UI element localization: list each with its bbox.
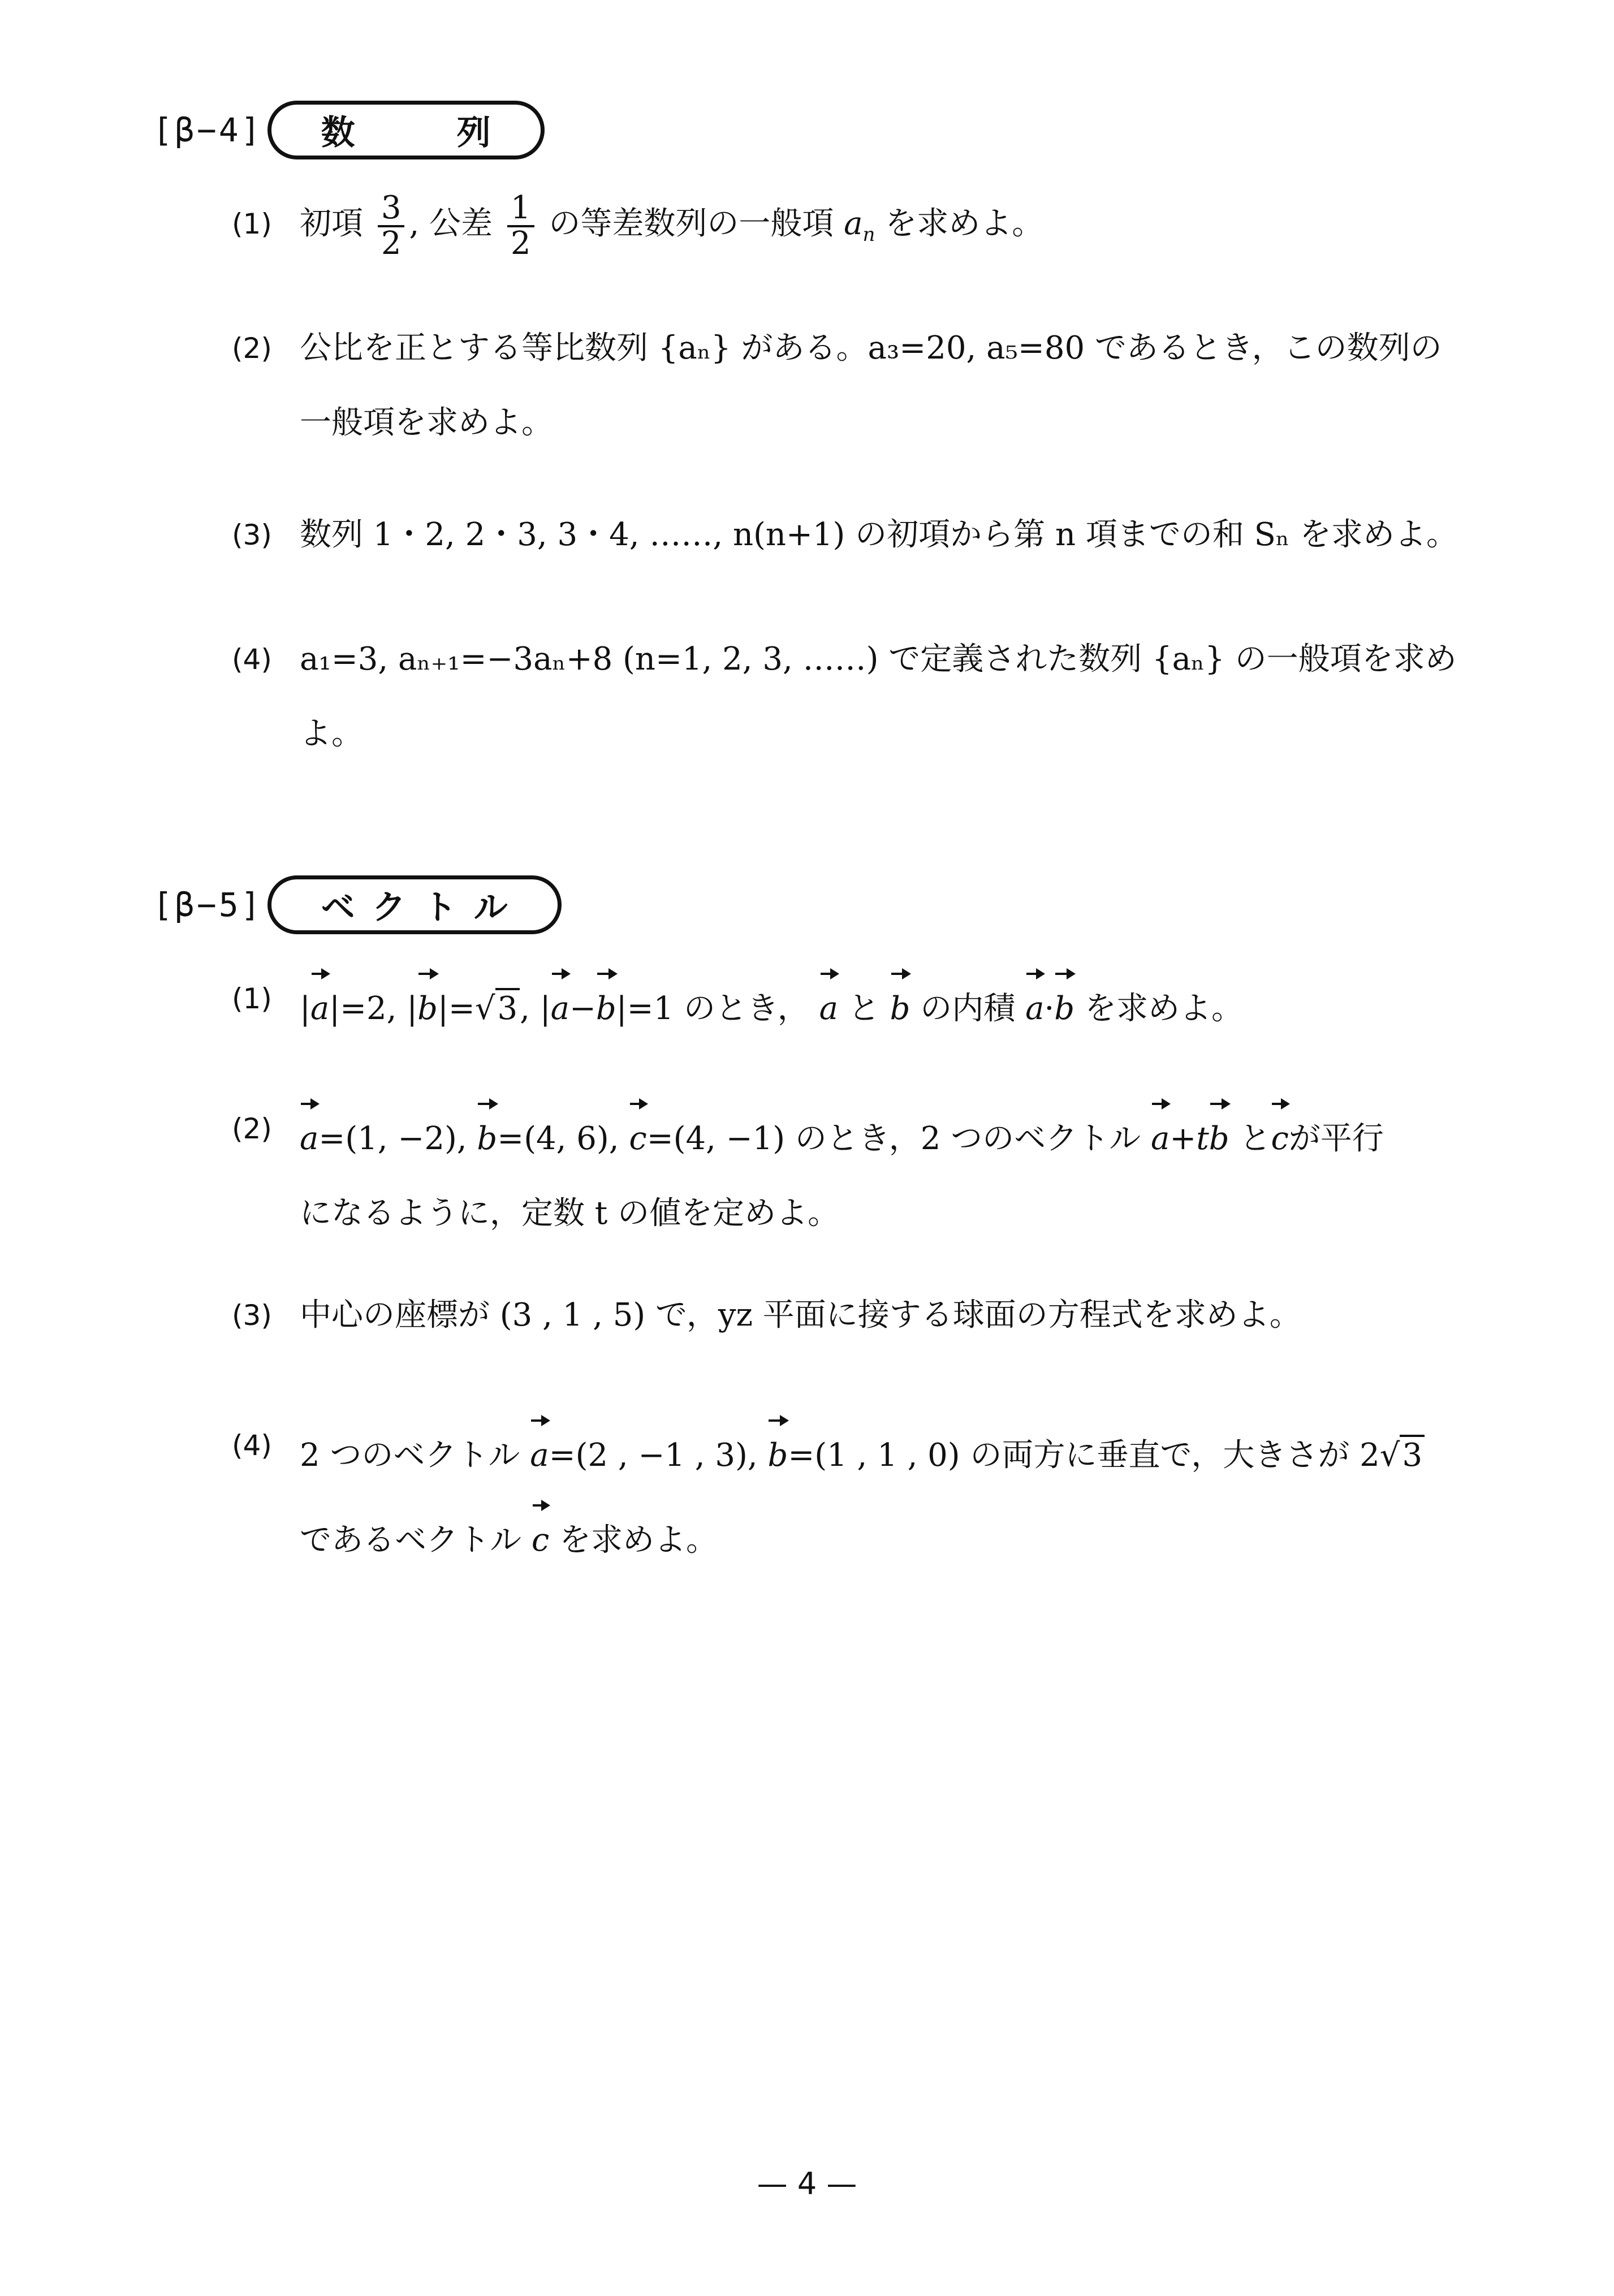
text: =(2 , −1 , 3),	[549, 1437, 758, 1474]
vector-a: a	[310, 961, 329, 1046]
text-line: 公比を正とする等比数列 {aₙ} がある。a₃=20, a₅=80 であるとき，この数列の	[300, 330, 1442, 366]
vector-b: b	[767, 1408, 788, 1493]
question-number: (1)	[232, 982, 272, 1015]
text: の内積	[920, 990, 1016, 1027]
text: を求めよ。	[1084, 990, 1243, 1027]
vector-a: a	[530, 1408, 549, 1493]
plus-operator: +	[1169, 1120, 1197, 1157]
text: |=	[438, 990, 475, 1027]
vector-c: c	[1271, 1091, 1288, 1176]
var-t: t	[1196, 1120, 1209, 1157]
vector-a: a	[300, 1091, 318, 1176]
question-number: (4)	[232, 643, 272, 676]
section-header-vectors	[153, 871, 562, 939]
numerator: 1	[507, 192, 534, 227]
text: が平行	[1288, 1120, 1384, 1157]
section-title-badge: 数 列	[267, 101, 545, 159]
text-line: になるように，定数 t の値を定めよ。	[300, 1195, 840, 1232]
question-b4-3	[232, 498, 1476, 572]
text: を求めよ。	[885, 205, 1044, 242]
question-number: (2)	[232, 332, 272, 365]
question-number: (3)	[232, 1299, 272, 1332]
section-code: [β−4]	[153, 111, 263, 149]
text-line: よ。	[300, 715, 363, 752]
question-b5-3	[232, 1278, 1476, 1353]
subscript: n	[862, 223, 875, 247]
text: =(1, −2),	[318, 1120, 467, 1157]
text: 初項	[300, 205, 363, 242]
denominator: 2	[381, 225, 402, 262]
vector-c: c	[629, 1091, 646, 1176]
text: と	[1239, 1120, 1271, 1157]
vector-b: b	[1209, 1091, 1229, 1176]
page-number: — 4 —	[757, 2166, 857, 2202]
text: 中心の座標が (3 , 1 , 5) で，yz 平面に接する球面の方程式を求めよ。	[300, 1297, 1301, 1333]
vector-a: a	[1151, 1091, 1169, 1176]
text: 2 つのベクトル	[300, 1437, 520, 1474]
text: であるベクトル	[300, 1522, 521, 1559]
fraction	[507, 189, 534, 262]
sqrt-radicand: 3	[495, 988, 520, 1027]
denominator: 2	[510, 225, 531, 262]
question-number: (3)	[232, 519, 272, 551]
section-code: [β−5]	[153, 886, 263, 924]
question-b4-1	[232, 187, 1476, 272]
fraction	[378, 189, 405, 262]
vector-a: a	[1025, 961, 1044, 1046]
question-number: (1)	[232, 208, 272, 240]
vector-b: b	[1054, 961, 1074, 1046]
question-b4-4	[232, 622, 1476, 771]
text: , |	[520, 990, 551, 1027]
question-number: (2)	[232, 1112, 272, 1145]
text: 数列 1・2, 2・3, 3・4, ……, n(n+1) の初項から第 n 項までの和 Sₙ を求めよ。	[300, 516, 1458, 553]
question-number: (4)	[232, 1429, 272, 1462]
question-b4-2	[232, 311, 1476, 460]
question-b5-4: (4) 2 つのベクトル a=(2 , −1 , 3), b=(1 , 1 , 0) の両方に垂直で，大きさが 2√3 であるベクトル c を求めよ。	[232, 1408, 1476, 1578]
text: の等差数列の一般項	[549, 205, 834, 242]
var-a: a	[844, 205, 863, 242]
question-b5-2	[232, 1091, 1476, 1251]
section-header-sequences	[153, 96, 545, 164]
dot-operator: ·	[1044, 990, 1055, 1027]
vector-a: a	[819, 961, 838, 1046]
text: −	[569, 990, 596, 1027]
text: |=2, |	[329, 990, 418, 1027]
section-title-badge: ベクトル	[267, 875, 562, 934]
text: , 公差	[409, 205, 493, 242]
text-line: 一般項を求めよ。	[300, 404, 553, 441]
vector-b: b	[890, 961, 910, 1046]
text-line: a₁=3, aₙ₊₁=−3aₙ+8 (n=1, 2, 3, ……) で定義された数列 {aₙ} の一般項を求め	[300, 641, 1457, 677]
text: と	[848, 990, 880, 1027]
text: |=1 のとき，	[616, 990, 809, 1027]
text: =(4, 6),	[497, 1120, 619, 1157]
vector-a: a	[551, 961, 569, 1046]
text: を求めよ。	[559, 1522, 718, 1559]
text: =(4, −1) のとき，2 つのベクトル	[646, 1120, 1141, 1157]
vector-c: c	[532, 1493, 549, 1578]
vector-b: b	[477, 1091, 497, 1176]
vector-b: b	[417, 961, 438, 1046]
text: |	[300, 990, 310, 1027]
text: =(1 , 1 , 0) の両方に垂直で，大きさが 2	[788, 1437, 1380, 1474]
variable	[844, 205, 875, 247]
question-b5-1: (1) |a|=2, |b|=√3, |a−b|=1 のとき， a と b の内積 a·b を求めよ。	[232, 961, 1476, 1046]
numerator: 3	[378, 192, 405, 227]
sqrt-radicand: 3	[1400, 1435, 1425, 1474]
vector-b: b	[596, 961, 616, 1046]
